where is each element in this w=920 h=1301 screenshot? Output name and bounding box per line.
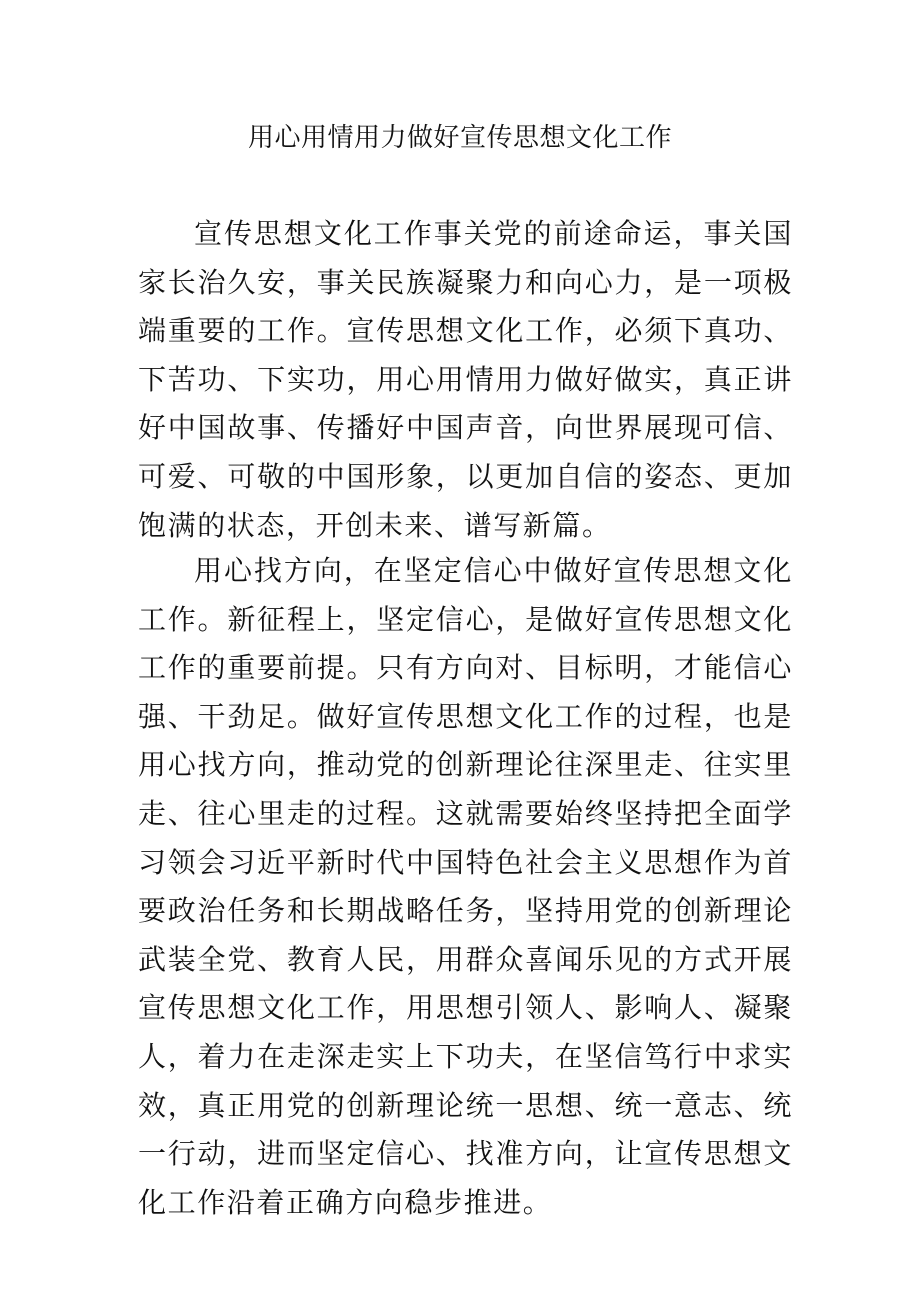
document-title: 用心用情用力做好宣传思想文化工作 xyxy=(247,123,672,153)
paragraph-direction: 用心找方向，在坚定信心中做好宣传思想文化工作。新征程上，坚定信心，是做好宣传思想文化工作的重要前提。只有方向对、目标明，才能信心强、干劲足。做好宣传思想文化工作的过程，也是用心找方向，推动党的创新理论往深里走、往实里走、往心里走的过程。这就需要始终坚持把全面学习领会习近平新时代中国特色社会主义思想作为首要政治任务和长期战略任务，坚持用党的创新理论武装全党、教育人民，用群众喜闻乐见的方式开展宣传思想文化工作，用思想引领人、影响人、凝聚人，着力在走深走实上下功夫，在坚信笃行中求实效，真正用党的创新理论统一思想、统一意志、统一行动，进而坚定信心、找准方向，让宣传思想文化工作沿着正确方向稳步推进。 xyxy=(138,554,793,1219)
paragraph-intro: 宣传思想文化工作事关党的前途命运，事关国家长治久安，事关民族凝聚力和向心力，是一项极端重要的工作。宣传思想文化工作，必须下真功、下苦功、下实功，用心用情用力做好做实，真正讲好中国故事、传播好中国声音，向世界展现可信、可爱、可敬的中国形象，以更加自信的姿态、更加饱满的状态，开创未来、谱写新篇。 xyxy=(138,217,793,542)
